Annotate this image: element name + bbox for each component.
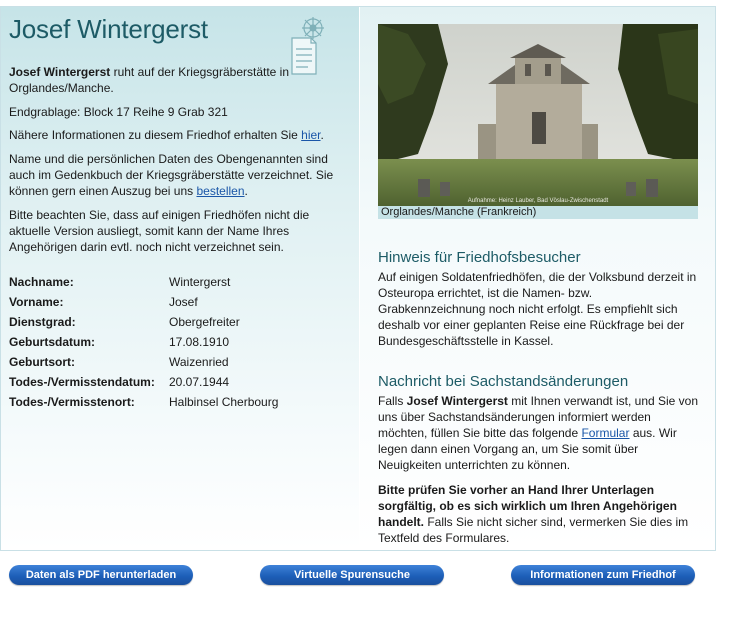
here-link[interactable]: hier — [301, 128, 321, 142]
detail-label: Geburtsort: — [9, 355, 75, 369]
more-info-pre: Nähere Informationen zu diesem Friedhof erhalten Sie — [9, 128, 302, 142]
detail-label: Nachname: — [9, 275, 74, 289]
intro-text — [9, 64, 291, 96]
memorial-book-text — [9, 151, 339, 199]
more-info-text — [9, 127, 339, 143]
intro-rest: ruht auf der Kriegsgräberstätte in Orglandes/Manche. — [9, 65, 290, 95]
chapel-image — [378, 24, 698, 206]
status-post: aus. Wir legen dann einen Vorgang an, um Sie somit über Neuigkeiten unterrichten zu können. — [378, 426, 677, 472]
detail-row — [9, 395, 278, 415]
status-change-text — [378, 393, 700, 473]
verification-rest: Falls Sie nicht sicher sind, vermerken Sie dies im Textfeld des Formulares. — [378, 515, 689, 545]
detail-label: Dienstgrad: — [9, 315, 76, 329]
detail-value: 17.08.1910 — [169, 335, 230, 349]
detail-row — [9, 315, 278, 335]
notice-text: Bitte beachten Sie, dass auf einigen Friedhöfen nicht die aktuelle Version ausliegt, somit kann der Name Ihres Angehörigen darin evtl. noch nicht verzeichnet sein. — [9, 208, 310, 254]
detail-value: Halbinsel Cherbourg — [169, 395, 279, 409]
detail-value: Waizenried — [169, 355, 229, 369]
detail-value: Wintergerst — [169, 275, 231, 289]
personal-details-table — [9, 275, 278, 415]
visitor-notice-text: Auf einigen Soldatenfriedhöfen, die der Volksbund derzeit in Osteuropa errichtet, ist die Namen- bzw. Grabkennzeichnung noch nicht erfolgt. Es empfiehlt sich deshalb vor einer geplanten Reise eine Rückfrage bei der Bundesgeschäftsstelle in Kassel. — [378, 270, 697, 348]
more-info-post: . — [320, 128, 324, 142]
virtual-search-button[interactable]: Virtuelle Spurensuche — [260, 565, 444, 585]
detail-value: Obergefreiter — [169, 315, 240, 329]
status-change-title: Nachricht bei Sachstandsänderungen — [378, 373, 629, 390]
order-link[interactable]: bestellen — [196, 184, 245, 198]
photo-caption: Orglandes/Manche (Frankreich) — [378, 206, 698, 219]
detail-row — [9, 335, 278, 355]
visitor-notice-title: Hinweis für Friedhofsbesucher — [378, 249, 581, 266]
intro-name: Josef Wintergerst — [9, 65, 111, 79]
person-name-title: Josef Wintergerst — [9, 14, 208, 44]
detail-row — [9, 375, 278, 395]
detail-label: Todes-/Vermisstenort: — [9, 395, 135, 409]
detail-row — [9, 355, 278, 375]
book-text: Name und die persönlichen Daten des Obengenannten sind auch im Gedenkbuch der Kriegsgräberstätte verzeichnet. Sie können gern einen Auszug bei uns — [9, 152, 334, 198]
detail-row — [9, 295, 278, 315]
detail-row — [9, 275, 278, 295]
photo-credit: Aufnahme: Heinz Lauber, Bad Vöslau-Zwischenstadt — [467, 198, 609, 204]
cemetery-photo — [378, 24, 698, 206]
detail-label: Geburtsdatum: — [9, 335, 96, 349]
detail-label: Vorname: — [9, 295, 64, 309]
verification-note — [378, 482, 700, 546]
status-name: Josef Wintergerst — [406, 394, 508, 408]
status-pre: Falls — [378, 394, 407, 408]
form-link[interactable]: Formular — [581, 426, 630, 440]
grave-location: Endgrablage: Block 17 Reihe 9 Grab 321 — [9, 105, 228, 119]
status-mid: mit Ihnen verwandt ist, und Sie von uns über Sachstandsänderungen informiert werden möchten, füllen Sie bitte das folgende — [378, 394, 699, 440]
grave-register-icon — [289, 16, 329, 76]
download-pdf-button[interactable]: Daten als PDF herunterladen — [9, 565, 193, 585]
detail-label: Todes-/Vermisstendatum: — [9, 375, 155, 389]
cemetery-info-button[interactable]: Informationen zum Friedhof — [511, 565, 695, 585]
detail-value: Josef — [169, 295, 198, 309]
verification-warning: Bitte prüfen Sie vorher an Hand Ihrer Unterlagen sorgfältig, ob es sich wirklich um Ihren Angehörigen handelt. — [378, 483, 677, 529]
detail-value: 20.07.1944 — [169, 375, 230, 389]
book-post: . — [244, 184, 248, 198]
